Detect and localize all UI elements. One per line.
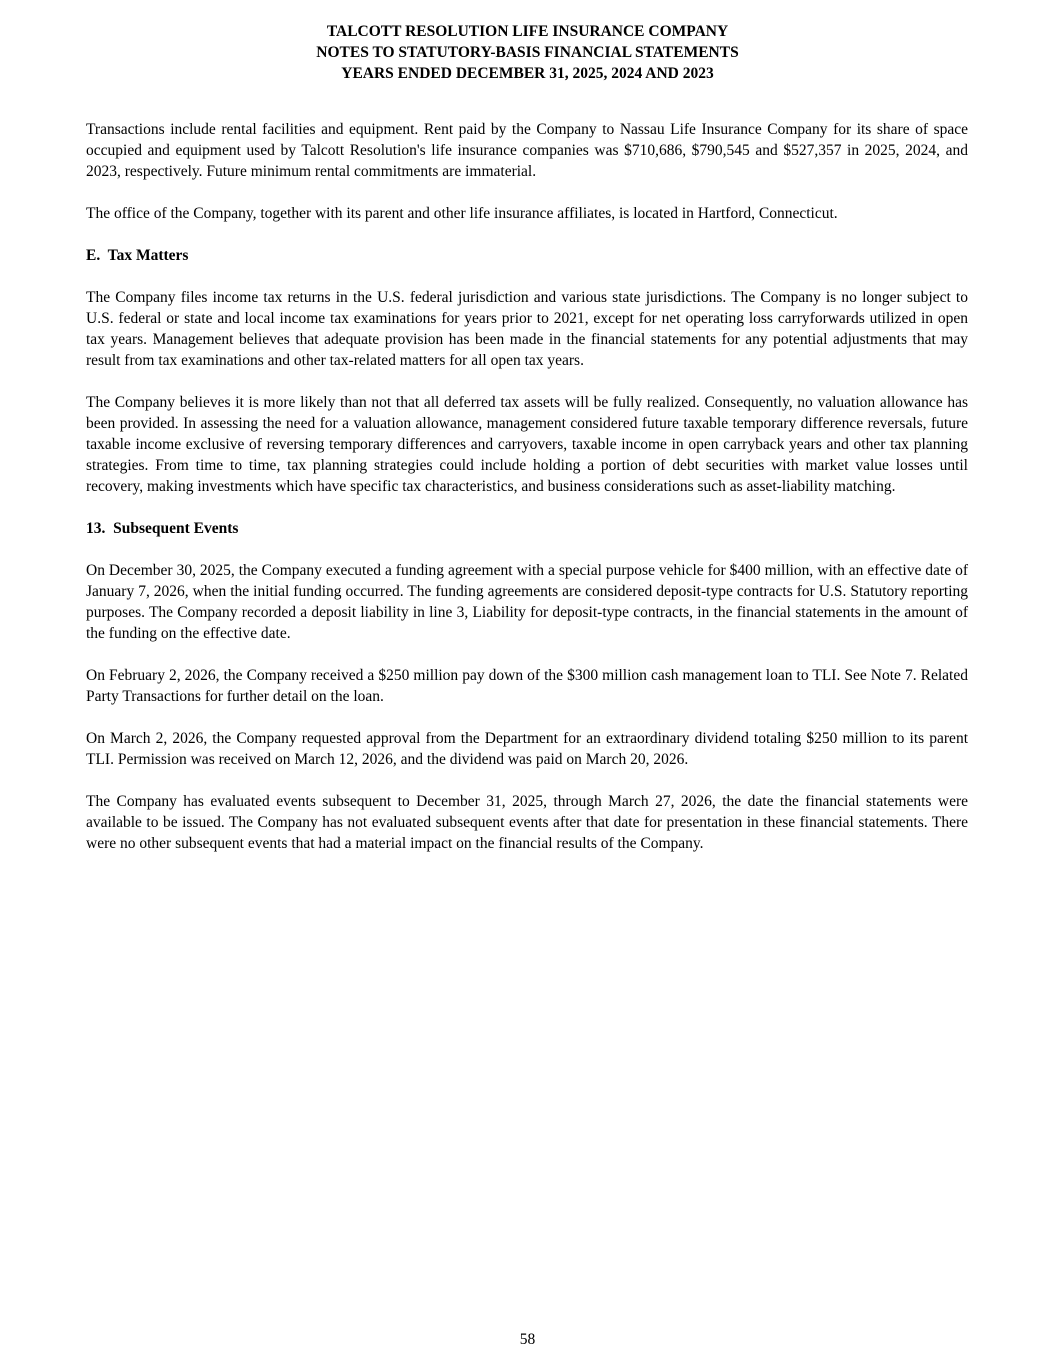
paragraph-tax-returns: The Company files income tax returns in the U.S. federal jurisdiction and various state jurisdictions. The Company is no longer subject to U.S. federal or state and local income tax examinations for years prior to 2021, except for net operating loss carryforwards utilized in open tax years. Management believes that adequate provision has been made in the financial statements for any potential adjustments that may result from tax examinations and other tax-related matters for all open tax years. xyxy=(86,289,968,369)
paragraph-extraordinary-dividend: On March 2, 2026, the Company requested approval from the Department for an extraordinary dividend totaling $250 million to its parent TLI. Permission was received on March 12, 2026, and the dividend was paid on March 20, 2026. xyxy=(86,730,968,768)
section-heading-subsequent-events: 13. Subsequent Events xyxy=(86,520,239,537)
company-name: TALCOTT RESOLUTION LIFE INSURANCE COMPANY xyxy=(326,23,729,40)
paragraph-valuation-allowance: The Company believes it is more likely than not that all deferred tax assets will be fully realized. Consequently, no valuation allowance has been provided. In assessing the need for a valuation allowance, management considered future taxable temporary difference reversals, future taxable income exclusive of reversing temporary differences and carryovers, taxable income in open carryback years and other tax planning strategies. From time to time, tax planning strategies could include holding a portion of debt securities with market value losses until recovery, making investments which have specific tax characteristics, and business considerations such as asset-liability matching. xyxy=(86,394,968,495)
page-number: 58 xyxy=(519,1331,536,1348)
paragraph-rental-transactions: Transactions include rental facilities and equipment. Rent paid by the Company to Nassau Life Insurance Company for its share of space occupied and equipment used by Talcott Resolution's life insurance companies was $710,686, $790,545 and $527,357 in 2025, 2024, and 2023, respectively. Future minimum rental commitments are immaterial. xyxy=(86,121,968,180)
document-title: NOTES TO STATUTORY-BASIS FINANCIAL STATEMENTS xyxy=(316,44,739,61)
reporting-period: YEARS ENDED DECEMBER 31, 2025, 2024 AND 2023 xyxy=(341,65,714,82)
paragraph-office-location: The office of the Company, together with its parent and other life insurance affiliates, is located in Hartford, Connecticut. xyxy=(86,205,838,222)
section-heading-tax-matters: E. Tax Matters xyxy=(86,247,189,264)
document-header xyxy=(0,0,1055,84)
paragraph-loan-paydown: On February 2, 2026, the Company received a $250 million pay down of the $300 million cash management loan to TLI. See Note 7. Related Party Transactions for further detail on the loan. xyxy=(86,667,968,705)
paragraph-events-evaluated: The Company has evaluated events subsequent to December 31, 2025, through March 27, 2026, the date the financial statements were available to be issued. The Company has not evaluated subsequent events after that date for presentation in these financial statements. There were no other subsequent events that had a material impact on the financial results of the Company. xyxy=(86,793,968,852)
paragraph-funding-agreement: On December 30, 2025, the Company executed a funding agreement with a special purpose vehicle for $400 million, with an effective date of January 7, 2026, when the initial funding occurred. The funding agreements are considered deposit-type contracts for U.S. Statutory reporting purposes. The Company recorded a deposit liability in line 3, Liability for deposit-type contracts, in the financial statements in the amount of the funding on the effective date. xyxy=(86,562,968,642)
document-body xyxy=(86,119,968,854)
